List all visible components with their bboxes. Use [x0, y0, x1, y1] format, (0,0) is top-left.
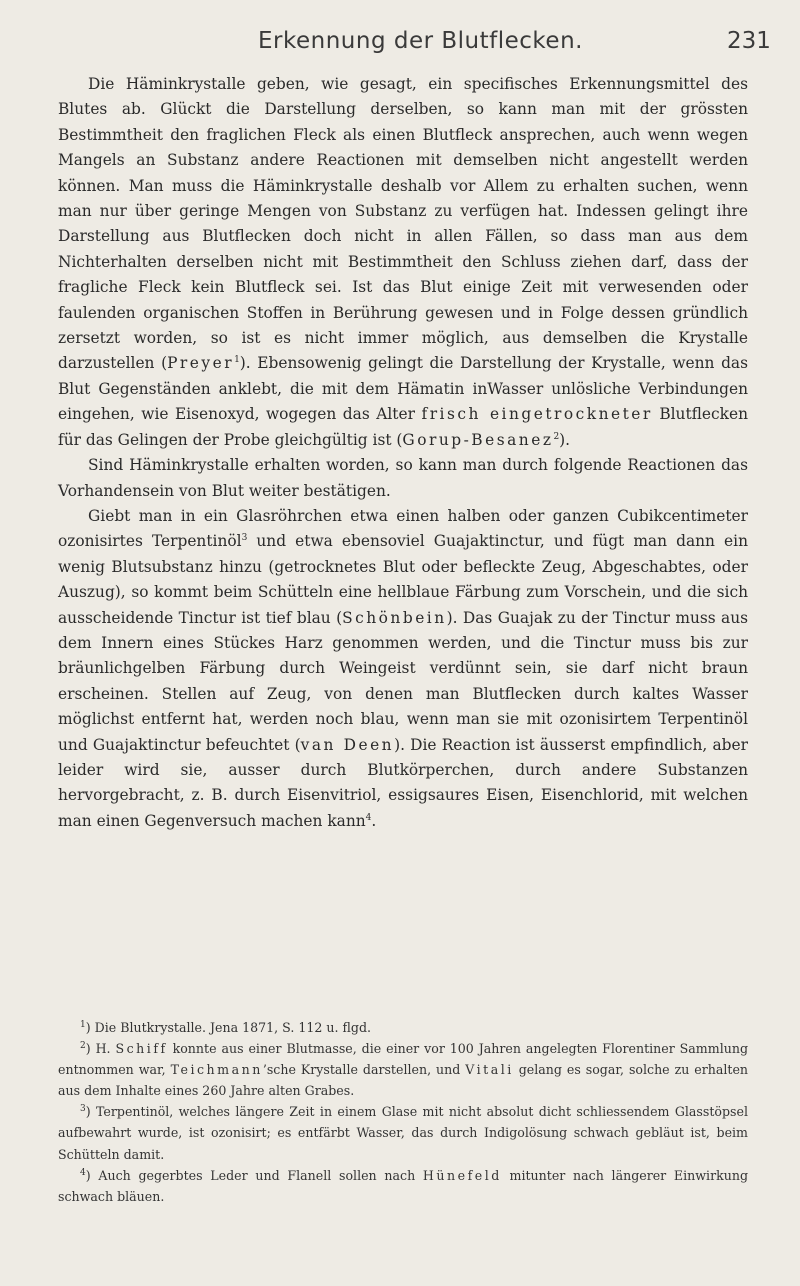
emphasis-text: frisch eingetrockneter	[421, 405, 653, 424]
author-name: Schönbein	[342, 608, 447, 627]
footnote-4	[58, 1165, 748, 1207]
footnote-text: konnte aus einer Blutmasse, die einer vor 100 Jahren angelegten Florentiner Sammlung entnommen war,	[58, 1041, 749, 1078]
author-name: Gorup-Besanez	[402, 430, 554, 449]
paragraph-text: ). Die Reaction ist äusserst empfindlich, aber leider wird sie, ausser durch Blutkörperchen, durch andere Substanzen hervorgebracht, z. B. durch Eisenvitriol, essigsaures Eisen, Eisenchlorid, mit welchen man einen Gegenversuch machen kann	[58, 735, 748, 830]
footnote-number: 2	[80, 1040, 86, 1051]
footnote-text: mitunter nach längerer Einwirkung schwach bläuen.	[58, 1167, 749, 1204]
paragraph-text: Blutflecken für das Gelingen der Probe gleichgültig ist (	[58, 405, 748, 449]
paragraph-1	[58, 72, 748, 453]
footnote-text: ) H.	[85, 1041, 116, 1057]
footnote-3	[58, 1101, 748, 1164]
footnote-number: 1	[80, 1019, 86, 1030]
author-name: Hünefeld	[422, 1167, 502, 1183]
paragraph-text: ). Das Guajak zu der Tinctur muss aus dem Innern eines Stückes Harz genommen werden, und die Tinctur muss bis zur bräunlichgelben Färbung durch Weingeist verdünnt sein, sie darf nicht braun erscheinen. Stellen auf Zeug, von denen man Blutflecken durch kaltes Wasser möglichst entfernt hat, werden noch blau, wenn man sie mit ozonisirtem Terpentinöl und Guajaktinctur befeuchtet (	[58, 608, 749, 754]
footnote-number: 3	[80, 1104, 86, 1115]
author-name: Vitali	[465, 1062, 514, 1078]
paragraph-text: .	[371, 811, 377, 830]
paragraph-3	[58, 504, 748, 834]
footnote-text: ’sche Krystalle darstellen, und	[262, 1062, 466, 1078]
author-name: Teichmann	[170, 1062, 263, 1078]
footnote-text: ) Auch gegerbtes Leder und Flanell sollen nach	[85, 1167, 423, 1183]
page-number: 231	[727, 28, 771, 54]
author-name: Preyer	[167, 354, 235, 373]
paragraph-text: ).	[559, 430, 571, 449]
footnote-ref: 1	[234, 355, 240, 366]
running-head	[0, 28, 800, 64]
footnote-text: ) Terpentinöl, welches längere Zeit in einem Glase mit nicht absolut dicht schliessendem Glasstöpsel aufbewahrt wurde, ist ozonisirt; es entfärbt Wasser, das durch Indigolösung schwach gebläut ist, beim Schütteln damit.	[58, 1104, 748, 1162]
paragraph-text: ). Ebensowenig gelingt die Darstellung der Krystalle, wenn das Blut Gegenständen anklebt, die mit dem Hämatin inWasser unlösliche Verbindungen eingehen, wie Eisenoxyd, wogegen das Alter	[58, 354, 749, 424]
paragraph-2: Sind Häminkrystalle erhalten worden, so kann man durch folgende Reactionen das Vorhandensein von Blut weiter bestätigen.	[58, 456, 748, 500]
author-name: Schiff	[115, 1041, 168, 1057]
footnote-2	[58, 1038, 748, 1101]
footnotes	[58, 1017, 748, 1207]
footnote-text: gelang es sogar, solche zu erhalten aus dem Inhalte eines 260 Jahre alten Grabes.	[58, 1062, 749, 1099]
footnote-ref: 3	[241, 533, 248, 544]
footnote-ref: 4	[365, 812, 372, 823]
footnote-text: ) Die Blutkrystalle. Jena 1871, S. 112 u. flgd.	[85, 1020, 372, 1035]
paragraph-text: Die Häminkrystalle geben, wie gesagt, ein specifisches Erkennungsmittel des Blutes ab. Glückt die Darstellung derselben, so kann man mit der grössten Bestimmtheit den fraglichen Fleck als einen Blutfleck ansprechen, auch wenn wegen Mangels an Substanz andere Reactionen mit demselben nicht angestellt werden können. Man muss die Häminkrystalle deshalb vor Allem zu erhalten suchen, wenn man nur über geringe Mengen von Substanz zu verfügen hat. Indessen gelingt ihre Darstellung aus Blutflecken doch nicht in allen Fällen, so dass man aus dem Nichterhalten derselben nicht mit Bestimmtheit den Schluss ziehen darf, dass der fragliche Fleck kein Blutfleck sei. Ist das Blut einige Zeit mit verwesenden oder faulenden organischen Stoffen in Berührung gewesen und in Folge dessen gründlich zersetzt worden, so ist es nicht immer möglich, aus demselben die Krystalle darzustellen (	[58, 75, 748, 373]
running-title: Erkennung der Blutflecken.	[258, 28, 583, 54]
body-text	[58, 72, 748, 834]
footnote-1	[58, 1017, 748, 1038]
footnote-ref: 2	[553, 431, 560, 442]
author-name: van Deen	[300, 735, 395, 754]
paragraph-text: und etwa ebensoviel Guajaktinctur, und fügt man dann ein wenig Blutsubstanz hinzu (getrocknetes Blut oder befleckte Zeug, Abgeschabtes, oder Auszug), so kommt beim Schütteln eine hellblaue Färbung zum Vorschein, und die sich ausscheidende Tinctur ist tief blau (	[58, 532, 749, 627]
paragraph-text: Giebt man in ein Glasröhrchen etwa einen halben oder ganzen Cubikcentimeter ozonisirtes Terpentinöl	[58, 506, 748, 551]
footnote-number: 4	[80, 1167, 86, 1178]
